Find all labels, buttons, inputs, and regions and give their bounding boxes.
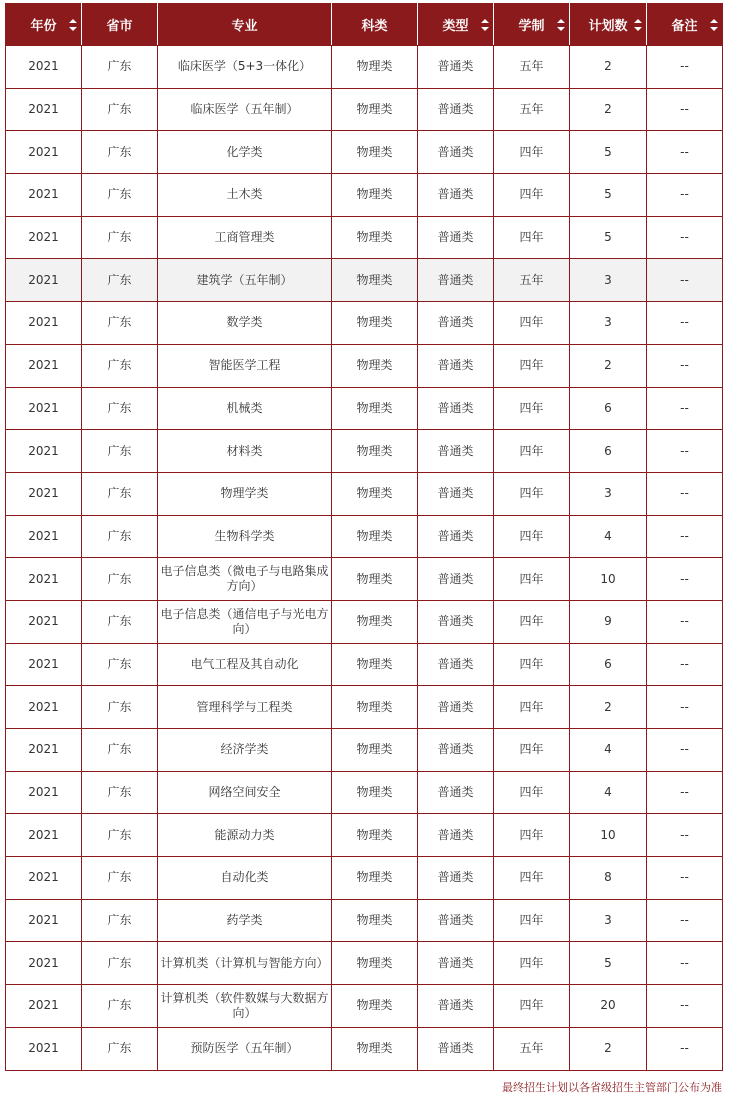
cell-plan-count: 10 — [570, 814, 647, 857]
cell-duration: 四年 — [494, 387, 570, 430]
cell-remarks: -- — [647, 985, 723, 1028]
table-row — [6, 558, 723, 601]
cell-year: 2021 — [6, 814, 82, 857]
cell-admission-type: 普通类 — [418, 857, 494, 900]
cell-plan-count: 3 — [570, 899, 647, 942]
cell-plan-count: 4 — [570, 771, 647, 814]
cell-remarks: -- — [647, 472, 723, 515]
cell-year: 2021 — [6, 771, 82, 814]
cell-admission-type: 普通类 — [418, 1027, 494, 1070]
cell-duration: 四年 — [494, 174, 570, 217]
cell-major: 自动化类 — [158, 857, 332, 900]
cell-subject-type: 物理类 — [332, 88, 418, 131]
column-header-label: 学制 — [518, 19, 545, 34]
cell-plan-count: 3 — [570, 259, 647, 302]
cell-province: 广东 — [82, 558, 158, 601]
cell-year: 2021 — [6, 259, 82, 302]
cell-duration: 四年 — [494, 515, 570, 558]
cell-major: 网络空间安全 — [158, 771, 332, 814]
cell-major: 物理学类 — [158, 472, 332, 515]
table-row — [6, 686, 723, 729]
table-row — [6, 600, 723, 643]
cell-duration: 四年 — [494, 302, 570, 345]
cell-subject-type: 物理类 — [332, 216, 418, 259]
cell-subject-type: 物理类 — [332, 729, 418, 772]
column-header-subject-type — [332, 4, 418, 46]
cell-year: 2021 — [6, 46, 82, 89]
cell-major: 工商管理类 — [158, 216, 332, 259]
table-row — [6, 899, 723, 942]
cell-major: 预防医学（五年制） — [158, 1027, 332, 1070]
cell-year: 2021 — [6, 899, 82, 942]
cell-plan-count: 2 — [570, 344, 647, 387]
cell-subject-type: 物理类 — [332, 46, 418, 89]
cell-remarks: -- — [647, 686, 723, 729]
cell-plan-count: 2 — [570, 1027, 647, 1070]
cell-admission-type: 普通类 — [418, 131, 494, 174]
cell-duration: 四年 — [494, 216, 570, 259]
cell-remarks: -- — [647, 857, 723, 900]
cell-duration: 四年 — [494, 131, 570, 174]
cell-admission-type: 普通类 — [418, 430, 494, 473]
column-header-major — [158, 4, 332, 46]
column-header-label: 备注 — [671, 19, 698, 34]
cell-remarks: -- — [647, 729, 723, 772]
cell-province: 广东 — [82, 857, 158, 900]
table-row — [6, 515, 723, 558]
cell-major: 数学类 — [158, 302, 332, 345]
cell-year: 2021 — [6, 985, 82, 1028]
cell-major: 建筑学（五年制） — [158, 259, 332, 302]
cell-admission-type: 普通类 — [418, 771, 494, 814]
cell-year: 2021 — [6, 472, 82, 515]
cell-major: 临床医学（5+3一体化） — [158, 46, 332, 89]
cell-province: 广东 — [82, 344, 158, 387]
cell-year: 2021 — [6, 1027, 82, 1070]
sort-arrows-icon[interactable] — [634, 19, 642, 31]
cell-subject-type: 物理类 — [332, 430, 418, 473]
cell-remarks: -- — [647, 600, 723, 643]
cell-admission-type: 普通类 — [418, 942, 494, 985]
cell-year: 2021 — [6, 131, 82, 174]
cell-remarks: -- — [647, 88, 723, 131]
cell-subject-type: 物理类 — [332, 259, 418, 302]
cell-remarks: -- — [647, 216, 723, 259]
table-row — [6, 387, 723, 430]
cell-admission-type: 普通类 — [418, 387, 494, 430]
cell-duration: 四年 — [494, 857, 570, 900]
cell-province: 广东 — [82, 387, 158, 430]
cell-year: 2021 — [6, 302, 82, 345]
cell-duration: 五年 — [494, 88, 570, 131]
cell-admission-type: 普通类 — [418, 729, 494, 772]
cell-year: 2021 — [6, 515, 82, 558]
table-row — [6, 472, 723, 515]
cell-major: 经济学类 — [158, 729, 332, 772]
table-row — [6, 216, 723, 259]
cell-province: 广东 — [82, 1027, 158, 1070]
cell-admission-type: 普通类 — [418, 600, 494, 643]
cell-province: 广东 — [82, 515, 158, 558]
cell-province: 广东 — [82, 600, 158, 643]
cell-remarks: -- — [647, 814, 723, 857]
cell-province: 广东 — [82, 643, 158, 686]
cell-plan-count: 10 — [570, 558, 647, 601]
cell-admission-type: 普通类 — [418, 814, 494, 857]
cell-subject-type: 物理类 — [332, 302, 418, 345]
sort-arrows-icon[interactable] — [69, 19, 77, 31]
cell-duration: 四年 — [494, 985, 570, 1028]
cell-duration: 四年 — [494, 686, 570, 729]
table-row — [6, 643, 723, 686]
cell-admission-type: 普通类 — [418, 174, 494, 217]
cell-year: 2021 — [6, 942, 82, 985]
cell-year: 2021 — [6, 430, 82, 473]
cell-province: 广东 — [82, 88, 158, 131]
cell-plan-count: 3 — [570, 472, 647, 515]
cell-plan-count: 5 — [570, 942, 647, 985]
table-row — [6, 814, 723, 857]
cell-plan-count: 5 — [570, 131, 647, 174]
cell-province: 广东 — [82, 729, 158, 772]
table-body — [6, 46, 723, 1071]
cell-subject-type: 物理类 — [332, 387, 418, 430]
cell-admission-type: 普通类 — [418, 46, 494, 89]
column-header-duration[interactable] — [494, 4, 570, 46]
cell-duration: 四年 — [494, 729, 570, 772]
cell-subject-type: 物理类 — [332, 558, 418, 601]
footnote: 最终招生计划以各省级招生主管部门公布为准 — [502, 1081, 722, 1094]
cell-admission-type: 普通类 — [418, 88, 494, 131]
cell-major: 智能医学工程 — [158, 344, 332, 387]
cell-major: 机械类 — [158, 387, 332, 430]
table-row — [6, 88, 723, 131]
cell-major: 电子信息类（通信电子与光电方向） — [158, 600, 332, 643]
cell-plan-count: 20 — [570, 985, 647, 1028]
cell-remarks: -- — [647, 259, 723, 302]
cell-admission-type: 普通类 — [418, 985, 494, 1028]
cell-remarks: -- — [647, 899, 723, 942]
cell-remarks: -- — [647, 1027, 723, 1070]
cell-plan-count: 2 — [570, 686, 647, 729]
cell-plan-count: 6 — [570, 643, 647, 686]
cell-remarks: -- — [647, 174, 723, 217]
cell-year: 2021 — [6, 216, 82, 259]
cell-remarks: -- — [647, 942, 723, 985]
table-row — [6, 857, 723, 900]
cell-duration: 四年 — [494, 558, 570, 601]
cell-subject-type: 物理类 — [332, 131, 418, 174]
column-header-label: 专业 — [231, 19, 258, 34]
table-row — [6, 771, 723, 814]
cell-duration: 四年 — [494, 344, 570, 387]
cell-province: 广东 — [82, 302, 158, 345]
cell-plan-count: 4 — [570, 515, 647, 558]
cell-remarks: -- — [647, 302, 723, 345]
cell-plan-count: 5 — [570, 174, 647, 217]
column-header-label: 年份 — [30, 19, 57, 34]
table-row — [6, 131, 723, 174]
cell-plan-count: 4 — [570, 729, 647, 772]
cell-admission-type: 普通类 — [418, 302, 494, 345]
cell-duration: 五年 — [494, 259, 570, 302]
cell-duration: 四年 — [494, 942, 570, 985]
cell-remarks: -- — [647, 643, 723, 686]
cell-subject-type: 物理类 — [332, 771, 418, 814]
cell-remarks: -- — [647, 430, 723, 473]
sort-arrows-icon[interactable] — [481, 19, 489, 31]
cell-subject-type: 物理类 — [332, 1027, 418, 1070]
cell-remarks: -- — [647, 46, 723, 89]
cell-subject-type: 物理类 — [332, 600, 418, 643]
cell-admission-type: 普通类 — [418, 515, 494, 558]
cell-plan-count: 5 — [570, 216, 647, 259]
cell-subject-type: 物理类 — [332, 814, 418, 857]
cell-province: 广东 — [82, 216, 158, 259]
cell-province: 广东 — [82, 131, 158, 174]
cell-admission-type: 普通类 — [418, 472, 494, 515]
cell-plan-count: 9 — [570, 600, 647, 643]
cell-province: 广东 — [82, 472, 158, 515]
column-header-remarks[interactable] — [647, 4, 723, 46]
sort-arrows-icon[interactable] — [557, 19, 565, 31]
cell-major: 能源动力类 — [158, 814, 332, 857]
cell-province: 广东 — [82, 430, 158, 473]
cell-province: 广东 — [82, 814, 158, 857]
cell-admission-type: 普通类 — [418, 686, 494, 729]
cell-remarks: -- — [647, 515, 723, 558]
cell-remarks: -- — [647, 344, 723, 387]
cell-major: 电子信息类（微电子与电路集成方向） — [158, 558, 332, 601]
cell-subject-type: 物理类 — [332, 985, 418, 1028]
cell-plan-count: 3 — [570, 302, 647, 345]
cell-province: 广东 — [82, 985, 158, 1028]
table-row — [6, 942, 723, 985]
column-header-label: 类型 — [442, 19, 469, 34]
column-header-label: 科类 — [361, 19, 388, 34]
column-header-admission-type[interactable] — [418, 4, 494, 46]
cell-duration: 四年 — [494, 643, 570, 686]
cell-duration: 五年 — [494, 1027, 570, 1070]
cell-admission-type: 普通类 — [418, 643, 494, 686]
cell-province: 广东 — [82, 899, 158, 942]
column-header-year[interactable] — [6, 4, 82, 46]
cell-year: 2021 — [6, 344, 82, 387]
cell-subject-type: 物理类 — [332, 472, 418, 515]
table-row — [6, 259, 723, 302]
cell-subject-type: 物理类 — [332, 686, 418, 729]
cell-major: 管理科学与工程类 — [158, 686, 332, 729]
cell-admission-type: 普通类 — [418, 344, 494, 387]
cell-duration: 四年 — [494, 814, 570, 857]
cell-subject-type: 物理类 — [332, 515, 418, 558]
cell-remarks: -- — [647, 558, 723, 601]
table-row — [6, 985, 723, 1028]
table-row — [6, 174, 723, 217]
cell-year: 2021 — [6, 857, 82, 900]
cell-remarks: -- — [647, 387, 723, 430]
cell-province: 广东 — [82, 942, 158, 985]
cell-year: 2021 — [6, 387, 82, 430]
cell-major: 化学类 — [158, 131, 332, 174]
table-row — [6, 344, 723, 387]
cell-remarks: -- — [647, 771, 723, 814]
cell-plan-count: 2 — [570, 46, 647, 89]
cell-year: 2021 — [6, 643, 82, 686]
cell-subject-type: 物理类 — [332, 174, 418, 217]
cell-major: 材料类 — [158, 430, 332, 473]
cell-duration: 四年 — [494, 771, 570, 814]
cell-major: 药学类 — [158, 899, 332, 942]
cell-year: 2021 — [6, 174, 82, 217]
sort-arrows-icon[interactable] — [710, 19, 718, 31]
table-header-row — [6, 4, 723, 46]
cell-subject-type: 物理类 — [332, 857, 418, 900]
cell-major: 电气工程及其自动化 — [158, 643, 332, 686]
cell-duration: 五年 — [494, 46, 570, 89]
cell-remarks: -- — [647, 131, 723, 174]
cell-duration: 四年 — [494, 600, 570, 643]
cell-province: 广东 — [82, 46, 158, 89]
cell-province: 广东 — [82, 686, 158, 729]
cell-year: 2021 — [6, 88, 82, 131]
cell-subject-type: 物理类 — [332, 643, 418, 686]
cell-admission-type: 普通类 — [418, 558, 494, 601]
cell-province: 广东 — [82, 259, 158, 302]
cell-subject-type: 物理类 — [332, 942, 418, 985]
cell-year: 2021 — [6, 558, 82, 601]
cell-major: 计算机类（计算机与智能方向） — [158, 942, 332, 985]
cell-major: 临床医学（五年制） — [158, 88, 332, 131]
cell-major: 土木类 — [158, 174, 332, 217]
cell-year: 2021 — [6, 600, 82, 643]
cell-province: 广东 — [82, 174, 158, 217]
table-row — [6, 729, 723, 772]
cell-admission-type: 普通类 — [418, 899, 494, 942]
cell-plan-count: 2 — [570, 88, 647, 131]
cell-major: 计算机类（软件数媒与大数据方向） — [158, 985, 332, 1028]
table-row — [6, 302, 723, 345]
table-row — [6, 430, 723, 473]
cell-admission-type: 普通类 — [418, 216, 494, 259]
enrollment-plan-table — [5, 3, 723, 1071]
table-row — [6, 46, 723, 89]
column-header-label: 省市 — [106, 19, 133, 34]
cell-subject-type: 物理类 — [332, 899, 418, 942]
cell-year: 2021 — [6, 729, 82, 772]
cell-plan-count: 8 — [570, 857, 647, 900]
column-header-label: 计划数 — [588, 19, 628, 34]
cell-duration: 四年 — [494, 472, 570, 515]
column-header-plan-count[interactable] — [570, 4, 647, 46]
cell-duration: 四年 — [494, 899, 570, 942]
cell-major: 生物科学类 — [158, 515, 332, 558]
cell-subject-type: 物理类 — [332, 344, 418, 387]
cell-province: 广东 — [82, 771, 158, 814]
column-header-province — [82, 4, 158, 46]
cell-duration: 四年 — [494, 430, 570, 473]
cell-admission-type: 普通类 — [418, 259, 494, 302]
table-row — [6, 1027, 723, 1070]
cell-year: 2021 — [6, 686, 82, 729]
cell-plan-count: 6 — [570, 430, 647, 473]
cell-plan-count: 6 — [570, 387, 647, 430]
